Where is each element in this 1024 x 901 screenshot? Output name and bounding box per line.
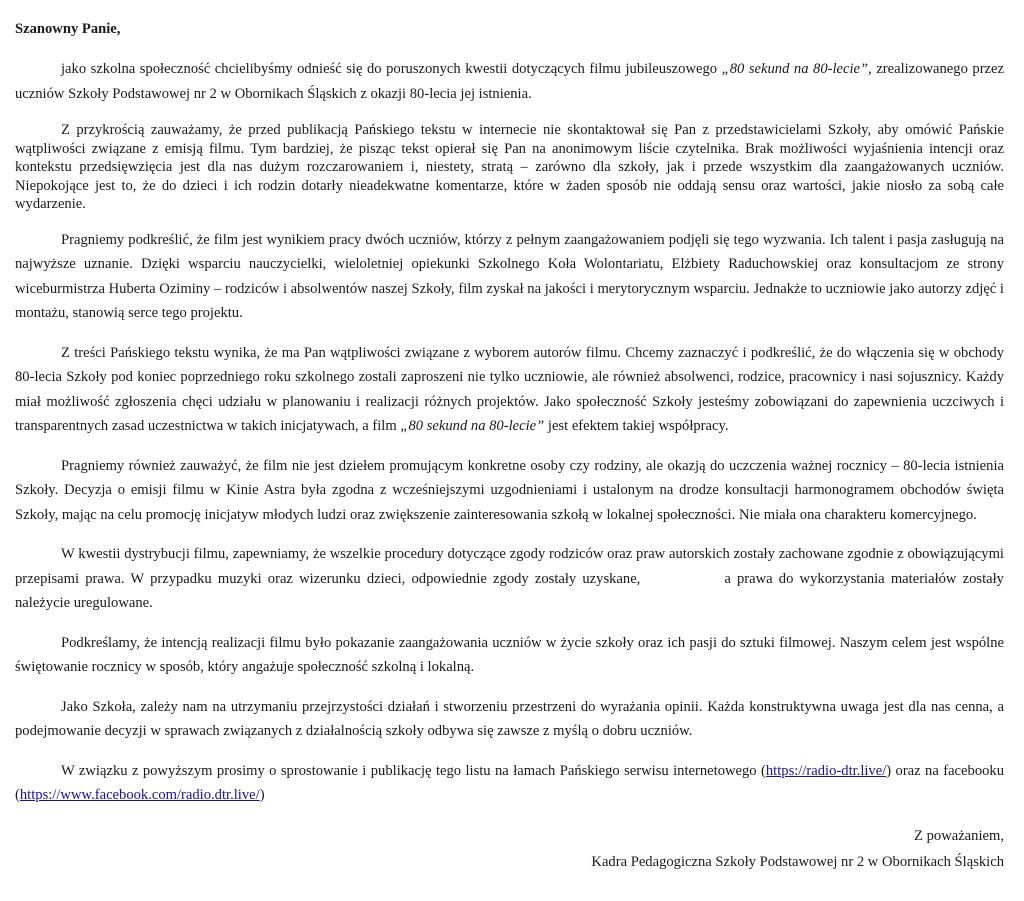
paragraph-selection-text: Z treści Pańskiego tekstu wynika, że ma Pan wątpliwości związane z wyborem autorów filmu. Chcemy zaznaczyć i podkreślić, że do włączenia się w obchody 80-lecia Szkoły pod koniec poprzedniego roku szkolnego zostali zaproszeni nie tylko uczniowie, ale również absolwenci, rodzice, pracownicy i nasi sojusznicy. Każdy miał możliwość zgłoszenia chęci udziału w planowaniu i realizacji różnych projektów. Jako społeczność Szkoły jesteśmy zobowiązani do zapewnienia uczciwych i transparentnych zasad uczestnictwa w takich inicjatywach, a film (15, 344, 1004, 434)
paragraph-intro (15, 57, 1004, 106)
closing-signature: Kadra Pedagogiczna Szkoły Podstawowej nr 2 w Obornikach Śląskich (591, 853, 1004, 870)
paragraph-regret: Z przykrością zauważamy, że przed publikacją Pańskiego tekstu w internecie nie skontaktował się Pan z przedstawicielami Szkoły, aby omówić Pańskie wątpliwości związane z emisją filmu. Tym bardziej, że pisząc tekst opierał się Pan na anonimowym liście czytelnika. Brak możliwości wyjaśnienia intencji oraz kontekstu przedsięwzięcia jest dla nas dużym rozczarowaniem i, niestety, stratą – zarówno dla szkoły, jak i przede wszystkim dla zaangażowanych uczniów. Niepokojące jest to, że do dzieci i ich rodzin dotarły nieadekwatne komentarze, które w żaden sposób nie oddają sensu oraz wartości, jakie niosło za sobą całe wydarzenie. (15, 122, 1004, 212)
paragraph-request (15, 759, 1004, 808)
paragraph-distribution-text-end: a prawa do wykorzystania materiałów zostały należycie uregulowane. (15, 570, 1004, 611)
paragraph-selection (15, 341, 1004, 439)
facebook-link[interactable]: https://www.facebook.com/radio.dtr.live/ (19, 787, 260, 803)
paragraph-intention: Podkreślamy, że intencją realizacji filmu było pokazanie zaangażowania uczniów w życie szkoły oraz ich pasji do sztuki filmowej. Naszym celem jest wspólne świętowanie rocznicy w sposób, który angażuje społeczność szkolną i lokalną. (15, 634, 1004, 675)
paragraph-request-text-end: ) (259, 787, 265, 803)
paragraph-distribution-text: W kwestii dystrybucji filmu, zapewniamy, że wszelkie procedury dotyczące zgody rodziców oraz praw autorskich zostały zachowane zgodnie z obowiązującymi przepisami prawa. W przypadku muzyki oraz wizerunku dzieci, odpowiednie zgody zostały uzyskane, (15, 546, 1004, 587)
film-title: „80 sekund na 80-lecie” (721, 61, 869, 77)
paragraph-authors: Pragniemy podkreślić, że film jest wynikiem pracy dwóch uczniów, którzy z pełnym zaangażowaniem podjęli się tego wyzwania. Ich talent i pasja zasługują na najwyższe uznanie. Dzięki wsparciu nauczycielki, wieloletniej opiekunki Szkolnego Koła Wolontariatu, Elżbiety Raduchowskiej oraz konsultacjom ze strony wiceburmistrza Huberta Oziminy – rodziców i absolwentów naszej Szkoły, film zyskał na jakości i merytorycznym wsparciu. Jednakże to uczniowie jako autorzy zdjęć i montażu, stanowią serce tego projektu. (15, 231, 1004, 321)
paragraph-selection-text-end: jest efektem takiej współpracy. (544, 418, 729, 434)
paragraph-distribution (15, 542, 1004, 616)
radio-website-link[interactable]: https://radio-dtr.live/ (765, 762, 887, 779)
paragraph-emission: Pragniemy również zauważyć, że film nie jest dziełem promującym konkretne osoby czy rodziny, ale okazją do uczczenia ważnej rocznicy – 80-lecia istnienia Szkoły. Decyzja o emisji filmu w Kinie Astra była zgodna z wcześniejszymi uzgodnieniami i ustalonym na drodze konsultacji harmonogramem obchodów święta Szkoły, mając na celu promocję inicjatyw młodych ludzi oraz zwiększenie zainteresowania szkołą w lokalnej społeczności. Nie miała ona charakteru komercyjnego. (15, 457, 1004, 523)
paragraph-transparency: Jako Szkoła, zależy nam na utrzymaniu przejrzystości działań i stworzeniu przestrzeni do wyrażania opinii. Każda konstruktywna uwaga jest dla nas cenna, a podejmowanie decyzji w sprawach związanych z działalnością szkoły odbywa się zawsze z myślą o dobru uczniów. (15, 698, 1004, 739)
paragraph-request-text: W związku z powyższym prosimy o sprostowanie i publikację tego listu na łamach Pańskiego serwisu internetowego ( (61, 762, 766, 779)
paragraph-intro-text: jako szkolna społeczność chcielibyśmy odnieść się do poruszonych kwestii dotyczących filmu jubileuszowego (61, 61, 722, 77)
closing-salutation: Z poważaniem, (914, 827, 1004, 844)
film-title: „80 sekund na 80-lecie” (400, 418, 545, 434)
paragraph-request-text-middle: ) oraz na facebooku ( (15, 762, 1005, 803)
paragraph-intro-text-end: , zrealizowanego przez uczniów Szkoły Podstawowej nr 2 w Obornikach Śląskich z okazji 80-lecia jej istnienia. (15, 61, 1004, 102)
letter-greeting: Szanowny Panie, (15, 21, 121, 37)
letter-closing (15, 823, 1004, 875)
